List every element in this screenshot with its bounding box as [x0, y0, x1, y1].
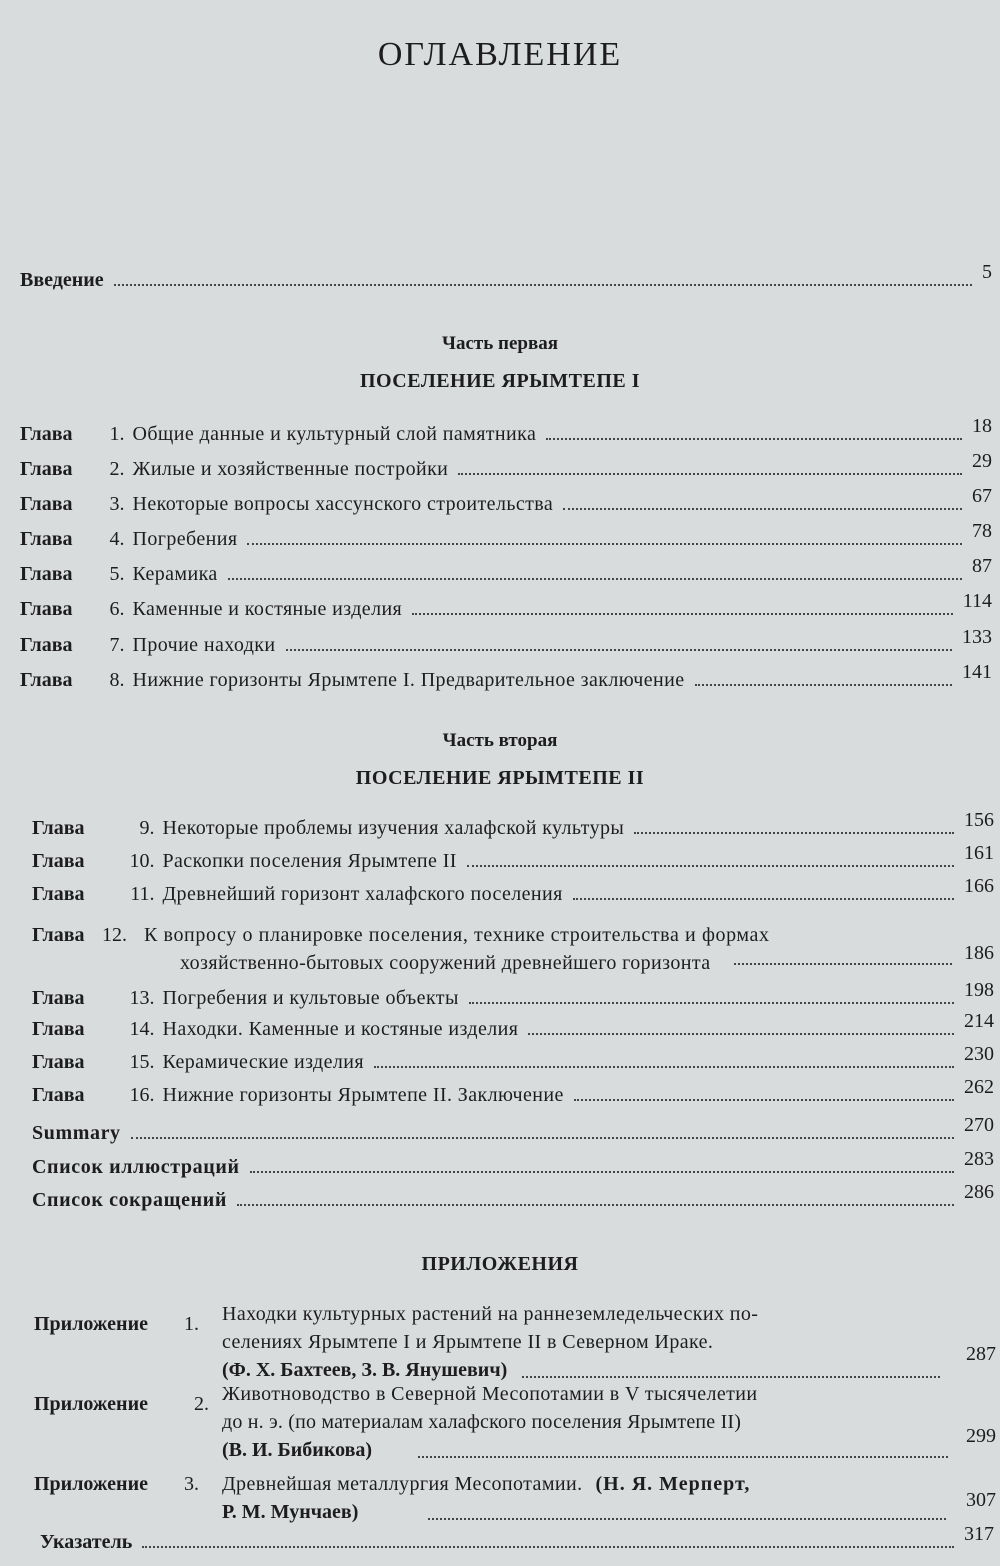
entry-page: 286	[964, 1181, 994, 1203]
toc-chapter-12[interactable]	[32, 921, 994, 981]
leader-dots	[250, 1171, 954, 1173]
chapter-word: Глава	[32, 817, 85, 839]
toc-intro[interactable]	[20, 262, 992, 292]
appendix-title-line1: Находки культурных растений на раннеземледельческих по-	[222, 1303, 759, 1325]
chapter-number: 10.	[129, 850, 155, 872]
chapter-number: 2.	[109, 458, 125, 480]
chapter-title: Нижние горизонты Ярымтепе I. Предварительное заключение	[132, 669, 685, 691]
chapter-title: Нижние горизонты Ярымтепе II. Заключение	[162, 1084, 564, 1106]
chapter-word: Глава	[32, 987, 85, 1009]
chapter-page: 214	[964, 1010, 994, 1032]
chapter-page: 198	[964, 979, 994, 1001]
chapter-page: 161	[964, 842, 994, 864]
chapter-number: 9.	[139, 817, 155, 839]
chapter-page: 156	[964, 809, 994, 831]
chapter-page: 230	[964, 1043, 994, 1065]
leader-dots	[469, 1002, 954, 1004]
chapter-word: Глава	[32, 1084, 85, 1106]
chapter-page: 133	[962, 626, 992, 648]
toc-chapter[interactable]	[32, 1044, 994, 1074]
toc-chapter[interactable]	[20, 451, 992, 481]
chapter-page: 114	[962, 590, 992, 612]
chapter-page: 166	[964, 875, 994, 897]
chapter-title: Каменные и костяные изделия	[132, 598, 403, 620]
toc-index[interactable]	[40, 1524, 994, 1554]
chapter-page: 18	[972, 415, 992, 437]
chapter-title-line2: хозяйственно-бытовых сооружений древнейшего горизонта	[180, 952, 711, 974]
toc-chapter[interactable]	[20, 627, 992, 657]
intro-label: Введение	[20, 269, 104, 291]
leader-dots	[418, 1456, 948, 1458]
chapter-number: 4.	[109, 528, 125, 550]
chapter-word: Глава	[32, 1051, 85, 1073]
appendix-page: 287	[966, 1343, 996, 1365]
toc-chapter[interactable]	[20, 662, 992, 692]
part1-title: ПОСЕЛЕНИЕ ЯРЫМТЕПЕ I	[359, 370, 641, 392]
chapter-number: 3.	[109, 493, 125, 515]
page-title: ОГЛАВЛЕНИЕ	[377, 36, 623, 73]
leader-dots	[528, 1033, 954, 1035]
appendix-number: 1.	[184, 1313, 199, 1335]
chapter-word: Глава	[32, 924, 85, 946]
leader-dots	[237, 1204, 954, 1206]
leader-dots	[114, 284, 972, 286]
part2-title: ПОСЕЛЕНИЕ ЯРЫМТЕПЕ II	[355, 767, 645, 789]
toc-chapter[interactable]	[32, 810, 994, 840]
toc-chapter[interactable]	[20, 591, 992, 621]
chapter-number: 14.	[129, 1018, 155, 1040]
toc-chapter[interactable]	[32, 1077, 994, 1107]
leader-dots	[573, 898, 954, 900]
chapter-page: 67	[972, 485, 992, 507]
appendix-title-line2: до н. э. (по материалам халафского поселения Ярымтепе II)	[222, 1411, 742, 1433]
appendix-authors: Р. М. Мунчаев)	[222, 1501, 359, 1523]
part1-label: Часть первая	[442, 333, 558, 354]
appendix-number: 3.	[184, 1473, 199, 1495]
leader-dots	[412, 613, 953, 615]
appendix-authors: (В. И. Бибикова)	[222, 1439, 373, 1461]
chapter-word: Глава	[20, 493, 73, 515]
chapter-title: Некоторые вопросы хассунского строительства	[132, 493, 554, 515]
chapter-page: 262	[964, 1076, 994, 1098]
chapter-title: Раскопки поселения Ярымтепе II	[162, 850, 457, 872]
intro-page: 5	[982, 261, 992, 283]
chapter-word: Глава	[32, 1018, 85, 1040]
chapter-word: Глава	[20, 528, 73, 550]
appendix-authors: (Ф. Х. Бахтеев, З. В. Янушевич)	[222, 1359, 508, 1381]
leader-dots	[131, 1137, 954, 1139]
chapter-number: 15.	[129, 1051, 155, 1073]
appendices-title: ПРИЛОЖЕНИЯ	[421, 1253, 579, 1275]
leader-dots	[634, 832, 954, 834]
leader-dots	[142, 1546, 954, 1548]
chapter-number: 13.	[129, 987, 155, 1009]
chapter-word: Глава	[20, 423, 73, 445]
toc-back-entry[interactable]	[32, 1182, 994, 1212]
chapter-title: Погребения	[132, 528, 238, 550]
leader-dots	[286, 649, 952, 651]
leader-dots	[695, 684, 952, 686]
appendix-word: Приложение	[34, 1313, 148, 1335]
part2-label: Часть вторая	[442, 730, 558, 751]
toc-appendix-3[interactable]	[34, 1470, 996, 1532]
entry-page: 270	[964, 1114, 994, 1136]
chapter-number: 11.	[130, 883, 155, 905]
toc-chapter[interactable]	[20, 416, 992, 446]
toc-chapter[interactable]	[32, 843, 994, 873]
toc-back-entry[interactable]	[32, 1149, 994, 1179]
chapter-page: 186	[964, 942, 994, 964]
toc-chapter[interactable]	[32, 876, 994, 906]
leader-dots	[247, 543, 962, 545]
leader-dots	[374, 1066, 954, 1068]
leader-dots	[458, 473, 962, 475]
chapter-page: 29	[972, 450, 992, 472]
toc-chapter[interactable]	[20, 556, 992, 586]
appendix-number: 2.	[194, 1393, 209, 1415]
chapter-title: Некоторые проблемы изучения халафской культуры	[162, 817, 625, 839]
entry-label: Summary	[32, 1122, 121, 1144]
chapter-word: Глава	[20, 598, 73, 620]
chapter-number: 6.	[109, 598, 125, 620]
index-label: Указатель	[40, 1531, 133, 1553]
toc-appendix-1[interactable]	[34, 1300, 996, 1390]
chapter-number: 16.	[129, 1084, 155, 1106]
leader-dots	[522, 1376, 940, 1378]
chapter-number: 12.	[102, 924, 127, 946]
leader-dots	[574, 1099, 954, 1101]
chapter-word: Глава	[20, 563, 73, 585]
toc-back-entry[interactable]	[32, 1115, 994, 1145]
toc-appendix-2[interactable]	[34, 1380, 996, 1470]
leader-dots	[228, 578, 962, 580]
chapter-title: Погребения и культовые объекты	[162, 987, 459, 1009]
toc-chapter[interactable]	[32, 980, 994, 1010]
chapter-word: Глава	[20, 669, 73, 691]
appendix-word: Приложение	[34, 1393, 148, 1415]
chapter-word: Глава	[32, 883, 85, 905]
entry-page: 283	[964, 1148, 994, 1170]
chapter-title: Керамические изделия	[162, 1051, 364, 1073]
appendix-title-line1: Животноводство в Северной Месопотамии в V тысячелетии	[222, 1383, 758, 1405]
appendix-title-line2: селениях Ярымтепе I и Ярымтепе II в Северном Ираке.	[222, 1331, 714, 1353]
toc-chapter[interactable]	[32, 1011, 994, 1041]
leader-dots	[734, 963, 952, 965]
appendix-authors-line1: (Н. Я. Мерперт,	[595, 1473, 751, 1495]
leader-dots	[467, 865, 954, 867]
chapter-page: 87	[972, 555, 992, 577]
appendix-title-line1: Древнейшая металлургия Месопотамии.	[222, 1473, 583, 1495]
chapter-number: 5.	[109, 563, 125, 585]
toc-chapter[interactable]	[20, 521, 992, 551]
chapter-number: 7.	[109, 634, 125, 656]
chapter-word: Глава	[32, 850, 85, 872]
chapter-title: Находки. Каменные и костяные изделия	[162, 1018, 519, 1040]
chapter-title-line1: К вопросу о планировке поселения, технике строительства и формах	[144, 924, 770, 946]
leader-dots	[546, 438, 962, 440]
chapter-title: Древнейший горизонт халафского поселения	[162, 883, 563, 905]
chapter-number: 1.	[109, 423, 125, 445]
appendix-word: Приложение	[34, 1473, 148, 1495]
chapter-page: 141	[962, 661, 992, 683]
chapter-number: 8.	[109, 669, 125, 691]
appendix-page: 307	[966, 1489, 996, 1511]
chapter-title: Керамика	[132, 563, 218, 585]
leader-dots	[563, 508, 962, 510]
chapter-word: Глава	[20, 458, 73, 480]
toc-chapter[interactable]	[20, 486, 992, 516]
entry-label: Список сокращений	[32, 1189, 227, 1211]
appendix-page: 299	[966, 1425, 996, 1447]
entry-label: Список иллюстраций	[32, 1156, 240, 1178]
chapter-title: Прочие находки	[132, 634, 276, 656]
chapter-page: 78	[972, 520, 992, 542]
leader-dots	[428, 1518, 946, 1520]
chapter-title: Жилые и хозяйственные постройки	[132, 458, 449, 480]
chapter-title: Общие данные и культурный слой памятника	[132, 423, 537, 445]
chapter-word: Глава	[20, 634, 73, 656]
index-page: 317	[964, 1523, 994, 1545]
